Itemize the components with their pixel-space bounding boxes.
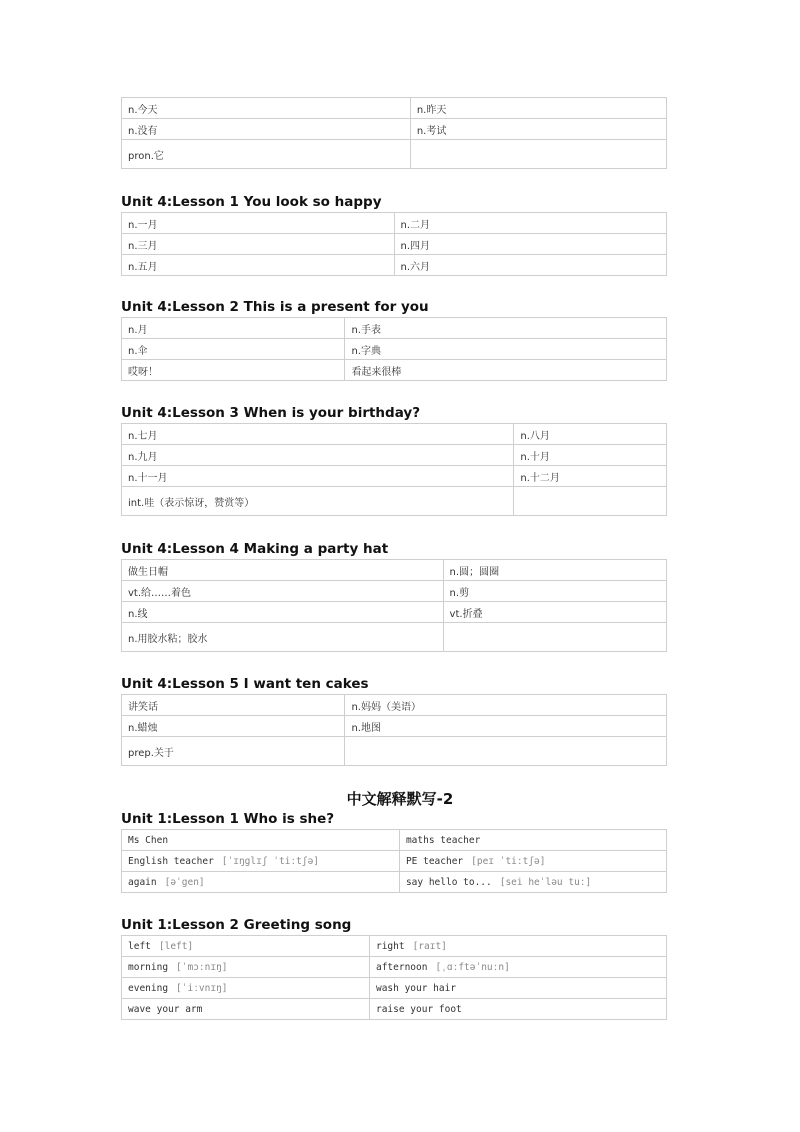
table-cell [122,978,370,999]
table-row [122,716,667,737]
phonetic: [ˌɑːftəˈnuːn] [435,961,510,973]
table-cell: vt.给……着色 [122,581,444,602]
table-cell: n.没有 [122,119,411,140]
table-row [122,936,667,957]
phonetic: [ˈɪŋglɪʃ ˈtiːtʃə] [221,855,320,867]
word: left [128,940,151,952]
table-row [122,255,667,276]
table-cell [399,851,666,872]
section-title: Unit 4:Lesson 1 You look so happy [121,194,382,210]
lesson-section [121,809,667,893]
table-row [122,978,667,999]
phonetic: [left] [158,940,194,952]
table-cell [399,872,666,893]
word: right [375,940,405,952]
table-cell [369,999,666,1020]
table-row [122,957,667,978]
table-row [122,424,667,445]
lesson-section [121,915,667,1020]
table-cell: n.五月 [122,255,395,276]
table-cell: int.哇（表示惊讶，赞赏等） [122,487,514,516]
table-cell [122,999,370,1020]
word: PE teacher [405,855,464,867]
table-cell: n.月 [122,318,345,339]
vocab-table [121,694,667,766]
lesson-section [121,674,667,766]
word: wave your arm [128,1003,203,1015]
vocab-table [121,317,667,381]
table-cell: n.妈妈（美语） [345,695,667,716]
table-cell [369,957,666,978]
section-title: Unit 1:Lesson 1 Who is she? [121,811,335,827]
table-cell: n.线 [122,602,444,623]
table-cell: n.一月 [122,213,395,234]
table-row [122,602,667,623]
table-row [122,830,667,851]
table-cell: n.蜡烛 [122,716,345,737]
table-row [122,737,667,766]
table-cell: prep.关于 [122,737,345,766]
table-row [122,360,667,381]
table-row [122,581,667,602]
word: Ms Chen [128,834,169,846]
table-cell: n.考试 [410,119,666,140]
vocab-table [121,829,667,893]
table-cell: 看起来很棒 [345,360,667,381]
phonetic: [raɪt] [412,940,447,952]
table-cell [345,737,667,766]
word: raise your foot [375,1003,462,1015]
table-cell [122,851,400,872]
table-row [122,339,667,360]
section-title: Unit 1:Lesson 2 Greeting song [121,917,352,933]
table-cell: n.六月 [394,255,667,276]
table-cell: n.伞 [122,339,345,360]
table-row [122,623,667,652]
table-row [122,234,667,255]
section-title: Unit 4:Lesson 4 Making a party hat [121,541,389,557]
phonetic: [əˈgen] [164,876,205,888]
table-cell: 做生日帽 [122,560,444,581]
table-row [122,466,667,487]
word: maths teacher [405,834,481,846]
table-cell: n.三月 [122,234,395,255]
table-cell: 讲笑话 [122,695,345,716]
table-cell: n.二月 [394,213,667,234]
table-cell: n.十一月 [122,466,514,487]
word: English teacher [128,855,214,867]
word: wash your hair [375,982,457,994]
page-heading: 中文解释默写-2 [346,790,454,808]
lesson-section [121,403,667,516]
table-cell: n.字典 [345,339,667,360]
table-row [122,140,667,169]
section-title: Unit 4:Lesson 3 When is your birthday? [121,405,421,421]
table-row [122,318,667,339]
table-cell: n.四月 [394,234,667,255]
table-cell: n.手表 [345,318,667,339]
vocab-block-continued [121,97,667,169]
table-cell [410,140,666,169]
table-cell [369,936,666,957]
table-cell: n.八月 [514,424,667,445]
table-cell: n.今天 [122,98,411,119]
table-cell [122,957,370,978]
lesson-section [121,539,667,652]
lesson-section [121,192,667,276]
vocab-table [121,559,667,652]
table-row [122,487,667,516]
table-cell [122,872,400,893]
phonetic: [ˈiːvnɪŋ] [176,982,228,994]
table-row [122,872,667,893]
vocab-table [121,97,667,169]
table-cell: n.剪 [443,581,666,602]
table-cell: n.十二月 [514,466,667,487]
table-row [122,851,667,872]
table-row [122,695,667,716]
table-cell [122,936,370,957]
table-row [122,98,667,119]
vocab-table [121,212,667,276]
lesson-section [121,297,667,381]
table-row [122,213,667,234]
vocab-table [121,423,667,516]
phonetic: [ˈmɔːnɪŋ] [176,961,228,973]
section-title: Unit 4:Lesson 5 I want ten cakes [121,676,369,692]
table-cell: vt.折叠 [443,602,666,623]
phonetic: [sei heˈləu tuː] [499,876,592,888]
table-cell: n.十月 [514,445,667,466]
table-cell: n.七月 [122,424,514,445]
word: afternoon [375,961,428,973]
word: again [128,876,157,888]
phonetic: [peɪ ˈtiːtʃə] [471,855,546,867]
table-row [122,445,667,466]
table-cell: n.地图 [345,716,667,737]
table-cell [399,830,666,851]
table-cell: n.昨天 [410,98,666,119]
table-row [122,999,667,1020]
word: morning [128,961,169,973]
table-row [122,119,667,140]
table-cell: n.九月 [122,445,514,466]
table-cell: pron.它 [122,140,411,169]
table-cell [369,978,666,999]
table-cell [443,623,666,652]
table-row [122,560,667,581]
table-cell: n.用胶水粘；胶水 [122,623,444,652]
table-cell [122,830,400,851]
table-cell [514,487,667,516]
word: say hello to... [405,876,492,888]
section-title: Unit 4:Lesson 2 This is a present for you [121,299,429,315]
table-cell: n.圆；圆圈 [443,560,666,581]
table-cell: 哎呀！ [122,360,345,381]
vocab-table [121,935,667,1020]
word: evening [128,982,169,994]
